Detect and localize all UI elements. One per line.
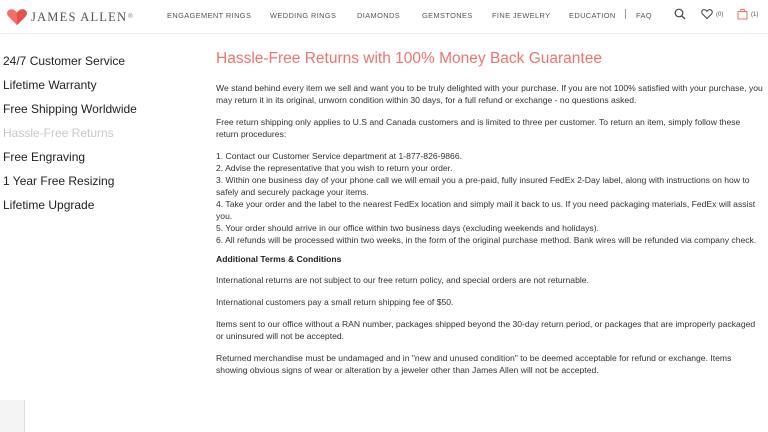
terms-paragraph: Items sent to our office without a RAN number, packages shipped beyond the 30-day return period, or packages that are improperly packaged or uninsured will not be accepted.: [216, 319, 756, 341]
additional-terms-heading: Additional Terms & Conditions: [216, 254, 342, 264]
registered-mark: ®: [128, 14, 133, 20]
wishlist-count: (0): [716, 12, 724, 18]
nav-wedding-rings[interactable]: WEDDING RINGS: [270, 11, 337, 20]
heart-icon[interactable]: [701, 8, 713, 20]
nav-education[interactable]: EDUCATION: [569, 11, 616, 20]
side-panel-edge: [0, 400, 25, 432]
sidebar-item-lifetime-warranty[interactable]: Lifetime Warranty: [3, 78, 97, 92]
nav-gemstones[interactable]: GEMSTONES: [422, 11, 473, 20]
brand-logo[interactable]: [6, 7, 133, 27]
sidebar-item-free-shipping[interactable]: Free Shipping Worldwide: [3, 102, 137, 116]
sidebar-item-customer-service[interactable]: 24/7 Customer Service: [3, 54, 126, 68]
shipping-paragraph: Free return shipping only applies to U.S and Canada customers and is limited to three per customer. To return an item, simply follow these return procedures:: [216, 117, 741, 139]
sidebar-item-free-resizing[interactable]: 1 Year Free Resizing: [3, 174, 115, 188]
brand-name: JAMES ALLEN: [31, 9, 128, 24]
nav-diamonds[interactable]: DIAMONDS: [357, 11, 401, 20]
sidebar-item-lifetime-upgrade[interactable]: Lifetime Upgrade: [3, 198, 95, 212]
sidebar-item-hassle-free-returns[interactable]: Hassle-Free Returns: [3, 126, 114, 140]
page-title: Hassle-Free Returns with 100% Money Back Guarantee: [216, 50, 602, 67]
heart-logo-icon: [6, 8, 28, 26]
sidebar-item-free-engraving[interactable]: Free Engraving: [3, 150, 86, 164]
list-item: 5. Your order should arrive in our office within two business days (excluding weekends and holidays).: [216, 223, 599, 233]
search-icon[interactable]: [674, 8, 686, 20]
list-item: 6. All refunds will be processed within two weeks, in the form of the original purchase method. Bank wires will be refunded via company check.: [216, 235, 757, 245]
nav-divider: [625, 9, 626, 19]
cart-count: (1): [751, 12, 759, 18]
list-item: 2. Advise the representative that you wish to return your order.: [216, 163, 453, 173]
main-content: [216, 50, 764, 386]
bag-icon[interactable]: [737, 8, 748, 20]
nav-faq[interactable]: FAQ: [636, 11, 652, 20]
terms-paragraph: International returns are not subject to our free return policy, and special orders are not returnable.: [216, 275, 589, 285]
return-steps-list: [216, 150, 764, 246]
list-item: 3. Within one business day of your phone call we will email you a pre-paid, fully insured FedEx 2-Day label, along with instructions on how to safely and securely package your items.: [216, 175, 750, 197]
terms-paragraph: Returned merchandise must be undamaged and in "new and unused condition" to be deemed acceptable for refund or exchange. Items showing obvious signs of wear or alteration by a jeweler other than James Allen will not be accepted.: [216, 353, 732, 375]
nav-engagement-rings[interactable]: ENGAGEMENT RINGS: [167, 11, 252, 20]
terms-paragraph: International customers pay a small return shipping fee of $50.: [216, 297, 454, 307]
site-header: [0, 0, 768, 34]
nav-fine-jewelry[interactable]: FINE JEWELRY: [492, 11, 551, 20]
list-item: 4. Take your order and the label to the nearest FedEx location and simply mail it back to us. If you need packaging materials, FedEx will assist you.: [216, 199, 756, 221]
intro-paragraph: We stand behind every item we sell and want you to be truly delighted with your purchase. If you are not 100% satisfied with your purchase, you may return it in its original, unworn condition within 30 days, for a full refund or exchange - no questions asked.: [216, 83, 763, 105]
list-item: 1. Contact our Customer Service department at 1-877-826-9866.: [216, 151, 463, 161]
